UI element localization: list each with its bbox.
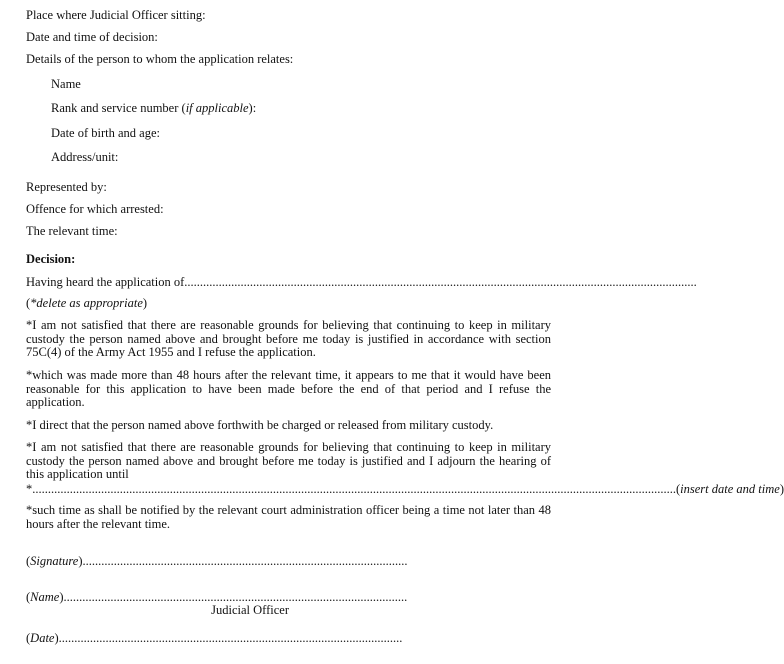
decision-para-direct: *I direct that the person named above forthwith be charged or released from military custody. (26, 418, 494, 432)
name-dotted-fill: .............................................................................................................. (63, 590, 408, 604)
until-note: (insert date and time) (676, 482, 784, 496)
name-label: Name (51, 77, 81, 91)
details-label: Details of the person to whom the application relates: (26, 52, 294, 66)
rank-label: Rank and service number (if applicable): (51, 101, 257, 115)
decision-para-refuse: *I am not satisfied that there are reasonable grounds for believing that continuing to keep in military custody the person named above and brought before me today is justified in accordance with section 75C(4) of the Army Act 1955 and I refuse the application. (26, 318, 551, 360)
name-sign-label: (Name) (26, 590, 64, 604)
date-time-label: Date and time of decision: (26, 30, 158, 44)
until-line (26, 482, 784, 496)
offence-label: Offence for which arrested: (26, 202, 164, 216)
date-sign-line (26, 631, 403, 645)
date-dotted-fill: .............................................................................................................. (58, 631, 403, 645)
decision-para-notified: *such time as shall be notified by the relevant court administration officer being a time not later than 48 hours after the relevant time. (26, 503, 551, 531)
heard-dotted-fill: .................................................................................................................................................................... (184, 275, 697, 289)
represented-label: Represented by: (26, 180, 107, 194)
dob-label: Date of birth and age: (51, 126, 160, 140)
heard-line (26, 275, 697, 289)
address-label: Address/unit: (51, 150, 119, 164)
delete-note: (*delete as appropriate) (26, 296, 148, 310)
until-star: * (26, 482, 33, 496)
until-dotted-fill: .............................................................................................................................................................................................................. (32, 482, 676, 496)
signature-line (26, 554, 408, 568)
decision-heading: Decision: (26, 252, 76, 266)
heard-label: Having heard the application of (26, 275, 185, 289)
date-sign-label: (Date) (26, 631, 59, 645)
signature-dotted-fill: ........................................................................................................ (82, 554, 408, 568)
signature-label: (Signature) (26, 554, 83, 568)
relevant-time-label: The relevant time: (26, 224, 118, 238)
decision-para-adjourn: *I am not satisfied that there are reasonable grounds for believing that continuing to keep in military custody the person named above and brought before me today is justified and I adjourn the hearing of this application until (26, 440, 551, 482)
decision-para-late: *which was made more than 48 hours after the relevant time, it appears to me that it would have been reasonable for this application to have been made before the end of that period and I refuse the application. (26, 368, 551, 410)
place-label: Place where Judicial Officer sitting: (26, 8, 206, 22)
judicial-officer-label: Judicial Officer (211, 603, 289, 617)
name-sign-line (26, 590, 408, 604)
